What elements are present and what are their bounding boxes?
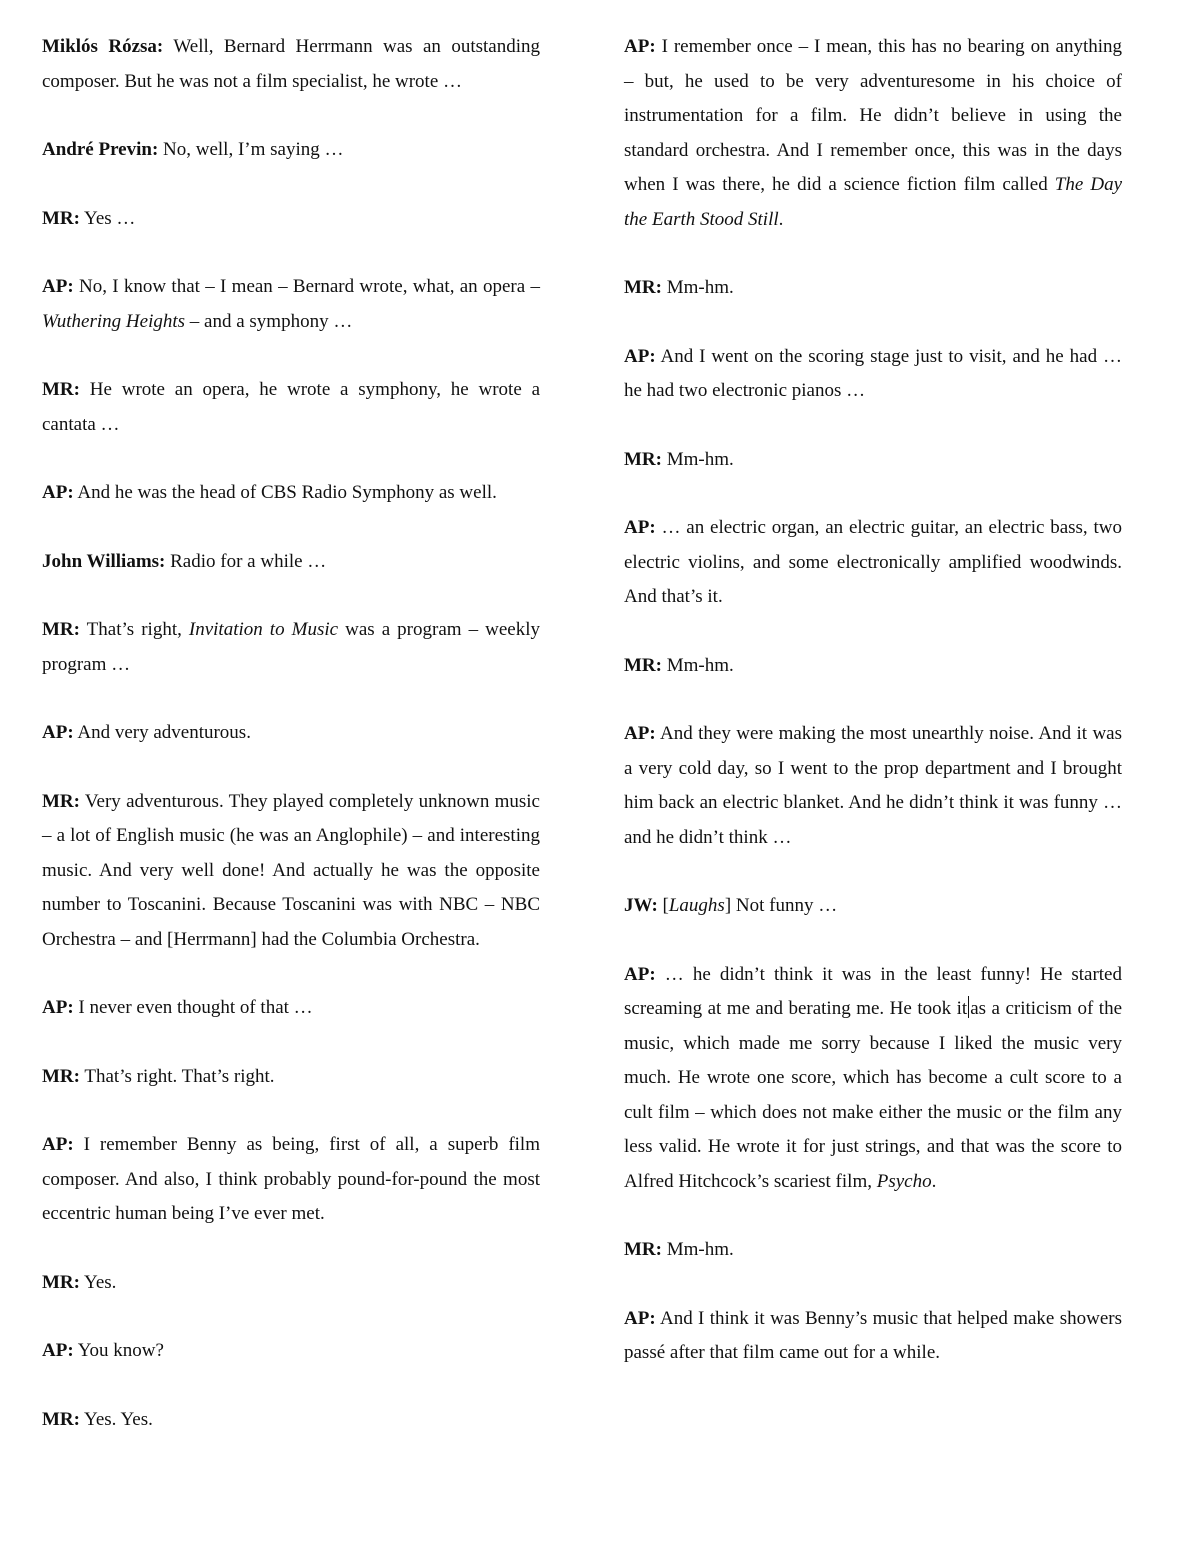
speaker-label: AP: [624, 345, 656, 367]
dialogue-text: I never even thought of that … [73, 997, 313, 1018]
dialogue-text: . [931, 1170, 937, 1192]
dialogue-text: … an electric organ, an electric guitar, an electric bass, two electric violins, and some electronically amplified woodwinds. And that’s it. [624, 517, 1122, 607]
italic-title: Wuthering Heights [42, 310, 186, 332]
dialogue-text: That’s right, [79, 619, 189, 640]
dialogue-text: . [778, 208, 784, 230]
dialogue-text: Mm-hm. [661, 277, 734, 298]
speaker-label: MR: [42, 619, 80, 640]
dialogue-text: ] Not funny … [724, 895, 838, 916]
dialogue-text: I remember once – I mean, this has no bearing on anything – but, he used to be very adventuresome in his choice of instrumentation for a film. He didn’t believe in using the standard orchestra. And I remember once, this was in the days when I was there, he did a science fiction film called [624, 36, 1122, 195]
italic-stage-direction: Laughs [668, 895, 725, 916]
transcript-paragraph [42, 716, 540, 751]
dialogue-text: Very adventurous. They played completely unknown music – a lot of English music (he was an Anglophile) – and interesting music. And very well done! And actually he was the opposite number to Toscanini. Because Toscanini was with NBC – NBC Orchestra – and [Herrmann] had the Columbia Orchestra. [42, 790, 540, 950]
transcript-paragraph [42, 1060, 540, 1095]
transcript-paragraph [42, 202, 540, 237]
speaker-label: AP: [624, 723, 656, 744]
speaker-label: MR: [624, 448, 662, 470]
transcript-paragraph [42, 1128, 540, 1232]
transcript-paragraph [42, 30, 540, 99]
dialogue-text: You know? [73, 1340, 164, 1361]
transcript-paragraph [42, 991, 540, 1026]
speaker-label: MR: [42, 207, 80, 229]
dialogue-text: And I think it was Benny’s music that helped make showers passé after that film came out for a while. [624, 1307, 1122, 1363]
dialogue-text: No, well, I’m saying … [158, 139, 344, 160]
dialogue-text: I remember Benny as being, first of all, a superb film composer. And also, I think probably pound-for-pound the most eccentric human being I’ve ever met. [42, 1134, 540, 1224]
transcript-paragraph [42, 270, 540, 339]
speaker-label: AP: [624, 1307, 656, 1329]
transcript-paragraph [42, 476, 540, 511]
transcript-paragraph [624, 889, 1122, 924]
dialogue-text: Yes. Yes. [79, 1408, 153, 1430]
speaker-label: JW: [624, 895, 658, 916]
italic-title: Invitation to Music [188, 619, 339, 640]
italic-title: Psycho [876, 1170, 932, 1192]
transcript-paragraph [624, 958, 1122, 1200]
dialogue-text: Yes. [79, 1271, 117, 1293]
speaker-label: MR: [624, 1239, 662, 1260]
transcript-paragraph [42, 1403, 540, 1438]
speaker-label: MR: [42, 1408, 80, 1430]
transcript-paragraph [42, 1266, 540, 1301]
transcript-paragraph [42, 1334, 540, 1369]
dialogue-text: And I went on the scoring stage just to visit, and he had … he had two electronic pianos … [624, 345, 1122, 401]
dialogue-text: No, I know that – I mean – Bernard wrote, what, an opera – [73, 276, 540, 297]
transcript-paragraph [624, 30, 1122, 237]
transcript-paragraph [624, 1233, 1122, 1268]
speaker-label: AP: [42, 1134, 74, 1155]
speaker-label: MR: [42, 379, 80, 400]
transcript-paragraph [624, 340, 1122, 409]
speaker-label: MR: [624, 277, 662, 298]
transcript-paragraph [42, 545, 540, 580]
speaker-label: MR: [42, 790, 80, 812]
dialogue-text: as a criticism of the music, which made me sorry because I liked the music very much. He wrote one score, which has become a cult score to a cult film – which does not make either the music or the film any less valid. He wrote it for just strings, and that was the score to Alfred Hitchcock’s scariest film, [624, 998, 1123, 1192]
transcript-paragraph [624, 271, 1122, 306]
transcript-paragraph [42, 613, 540, 682]
speaker-label: AP: [42, 482, 74, 503]
dialogue-text: Radio for a while … [165, 550, 327, 572]
dialogue-text: He wrote an opera, he wrote a symphony, he wrote a cantata … [42, 379, 540, 435]
speaker-label: John Williams: [42, 550, 166, 572]
speaker-label: AP: [624, 963, 656, 985]
italic-title: The Day the Earth Stood Still [624, 174, 1122, 230]
dialogue-text: Mm-hm. [661, 1239, 734, 1260]
speaker-label: AP: [42, 276, 74, 297]
dialogue-text: Yes … [79, 207, 136, 229]
speaker-label: AP: [42, 997, 74, 1018]
dialogue-text: And he was the head of CBS Radio Symphony as well. [73, 482, 497, 503]
transcript-paragraph [42, 133, 540, 168]
transcript-paragraph [624, 717, 1122, 855]
right-column [624, 30, 1122, 1405]
speaker-label: AP: [42, 722, 74, 743]
speaker-label: MR: [42, 1271, 80, 1293]
speaker-label: André Previn: [42, 139, 159, 160]
dialogue-text: – and a symphony … [185, 310, 353, 332]
left-column [42, 30, 540, 1471]
dialogue-text: [ [657, 895, 669, 916]
dialogue-text: That’s right. That’s right. [79, 1065, 275, 1087]
dialogue-text: Mm-hm. [661, 654, 734, 676]
speaker-label: AP: [624, 517, 656, 538]
speaker-label: Miklós Rózsa: [42, 36, 164, 57]
speaker-label: MR: [42, 1065, 80, 1087]
dialogue-text: was a program – weekly program … [42, 619, 540, 675]
transcript-paragraph [624, 649, 1122, 684]
transcript-paragraph [42, 373, 540, 442]
dialogue-text: Mm-hm. [661, 448, 734, 470]
dialogue-text: And very adventurous. [73, 722, 251, 743]
dialogue-text: And they were making the most unearthly noise. And it was a very cold day, so I went to the prop department and I brought him back an electric blanket. And he didn’t think it was funny … and he didn’t think … [624, 723, 1122, 848]
speaker-label: AP: [624, 36, 656, 57]
dialogue-text: Well, Bernard Herrmann was an outstanding composer. But he was not a film specialist, he wrote … [42, 36, 541, 92]
transcript-paragraph [624, 511, 1122, 615]
transcript-paragraph [624, 1302, 1122, 1371]
transcript-paragraph [624, 443, 1122, 478]
speaker-label: AP: [42, 1340, 74, 1361]
speaker-label: MR: [624, 654, 662, 676]
transcript-paragraph [42, 785, 540, 958]
dialogue-text: … he didn’t think it was in the least funny! He started screaming at me and berating me. He took it [624, 963, 1122, 1019]
